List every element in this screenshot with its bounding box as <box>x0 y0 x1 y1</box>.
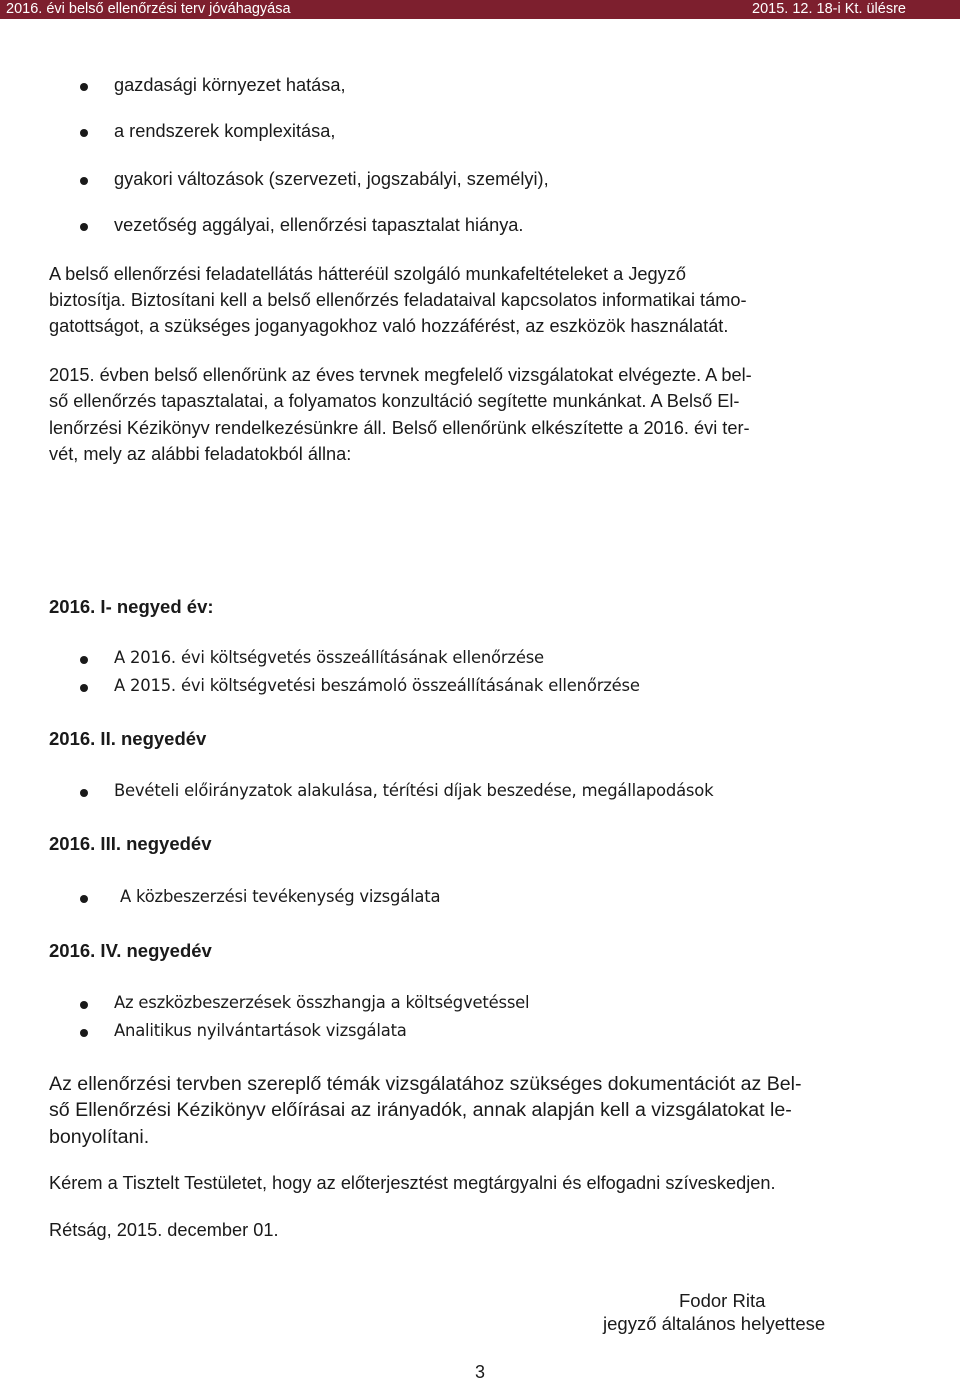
paragraph-line: lenőrzési Kézikönyv rendelkezésünkre áll. Belső ellenőrünk elkészítette a 2016. évi ter- <box>49 418 750 438</box>
paragraph-line: ső ellenőrzés tapasztalatai, a folyamatos konzultáció segítette munkánkat. A Belső El- <box>49 391 740 411</box>
list-item: Bevételi előirányzatok alakulása, térítési díjak beszedése, megállapodások <box>114 781 714 800</box>
request-sentence: Kérem a Tisztelt Testületet, hogy az előterjesztést megtárgyalni és elfogadni szíveskedjen. <box>49 1173 776 1193</box>
list-item: a rendszerek komplexitása, <box>114 121 336 141</box>
place-date: Rétság, 2015. december 01. <box>49 1220 279 1240</box>
quarter-heading: 2016. III. negyedév <box>49 833 212 854</box>
bullet-icon <box>80 1029 88 1037</box>
bullet-icon <box>80 895 88 903</box>
bullet-icon <box>80 177 88 185</box>
signer-title: jegyző általános helyettese <box>603 1313 826 1334</box>
bullet-icon <box>80 656 88 664</box>
list-item: gyakori változások (szervezeti, jogszabályi, személyi), <box>114 169 549 189</box>
bullet-icon <box>80 83 88 91</box>
quarter-heading: 2016. IV. negyedév <box>49 940 212 961</box>
page-header <box>0 0 960 19</box>
quarter-heading: 2016. I- negyed év: <box>49 596 214 617</box>
bullet-icon <box>80 789 88 797</box>
bullet-icon <box>80 129 88 137</box>
page-number: 3 <box>475 1362 486 1382</box>
quarter-heading: 2016. II. negyedév <box>49 728 207 749</box>
paragraph-line: gatottságot, a szükséges joganyagokhoz való hozzáférést, az eszközök használatát. <box>49 316 729 336</box>
list-item: A 2016. évi költségvetés összeállításának ellenőrzése <box>114 648 544 667</box>
paragraph-line: biztosítja. Biztosítani kell a belső ellenőrzés feladataival kapcsolatos informatikai támo- <box>49 290 747 310</box>
paragraph-line: Az ellenőrzési tervben szereplő témák vizsgálatához szükséges dokumentációt az Bel- <box>49 1073 802 1095</box>
signer-name: Fodor Rita <box>679 1290 766 1311</box>
bullet-icon <box>80 684 88 692</box>
list-item: A 2015. évi költségvetési beszámoló összeállításának ellenőrzése <box>114 676 640 695</box>
paragraph-line: 2015. évben belső ellenőrünk az éves tervnek megfelelő vizsgálatokat elvégezte. A bel- <box>49 365 752 385</box>
list-item: gazdasági környezet hatása, <box>114 75 346 95</box>
list-item: vezetőség aggályai, ellenőrzési tapasztalat hiánya. <box>114 215 524 235</box>
paragraph-line: vét, mely az alábbi feladatokból állna: <box>49 444 352 464</box>
header-document-title: 2016. évi belső ellenőrzési terv jóváhagyása <box>6 1 291 17</box>
paragraph-line: A belső ellenőrzési feladatellátás hátteréül szolgáló munkafeltételeket a Jegyző <box>49 264 686 284</box>
paragraph-line: bonyolítani. <box>49 1126 150 1148</box>
paragraph-line: ső Ellenőrzési Kézikönyv előírásai az irányadók, annak alapján kell a vizsgálatokat le- <box>49 1099 792 1121</box>
header-meeting-date: 2015. 12. 18-i Kt. ülésre <box>752 1 906 17</box>
list-item: Analitikus nyilvántartások vizsgálata <box>114 1021 407 1040</box>
list-item: A közbeszerzési tevékenység vizsgálata <box>120 887 441 906</box>
list-item: Az eszközbeszerzések összhangja a költségvetéssel <box>114 993 530 1012</box>
bullet-icon <box>80 1001 88 1009</box>
bullet-icon <box>80 223 88 231</box>
